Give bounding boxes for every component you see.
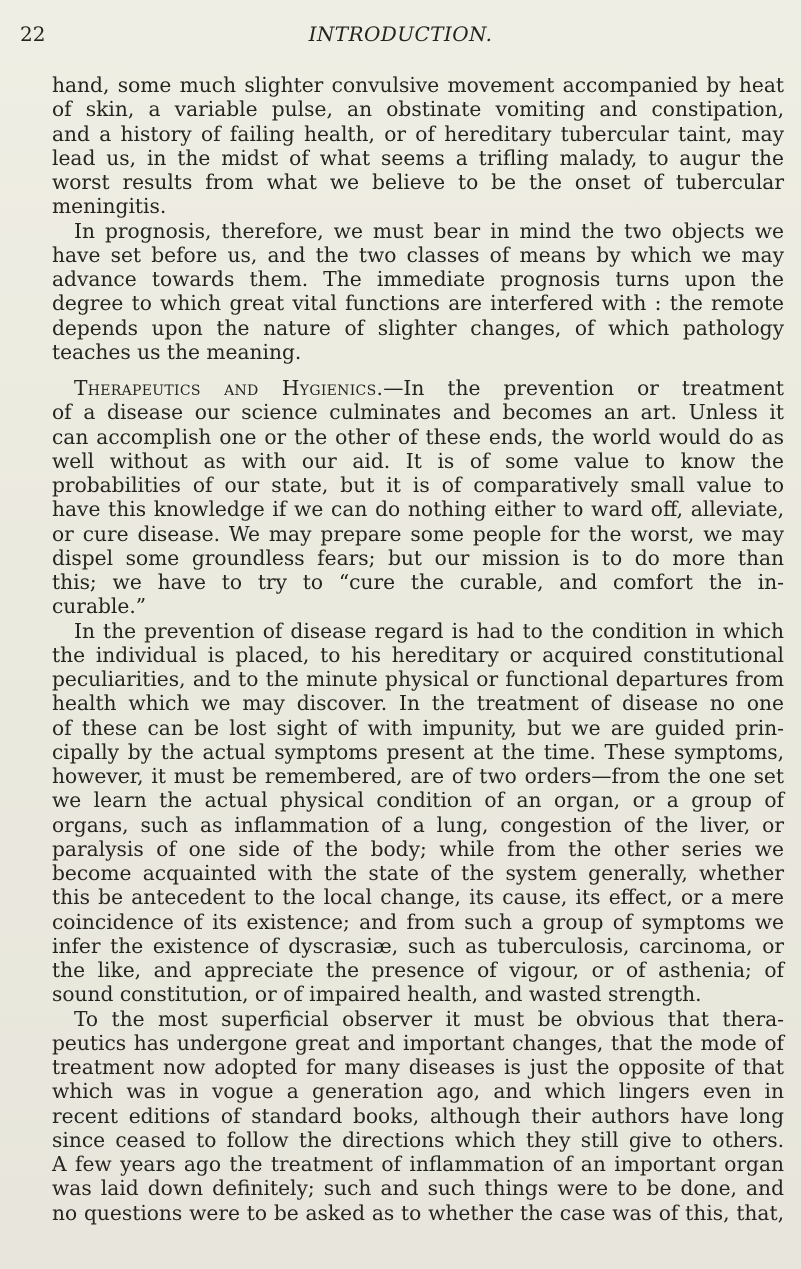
text-line: no questions were to be asked as to whether the case was of this, that, [52,1200,784,1225]
section-heading: Therapeutics and Hygienics. [74,376,384,400]
text-line: infer the existence of dyscrasiæ, such as tuberculosis, carcinoma, or [52,933,784,958]
text-line: health which we may discover. In the treatment of disease no one [52,691,784,716]
text-line: worst results from what we believe to be the onset of tubercular [52,170,784,194]
text-line: peutics has undergone great and important changes, that the mode of [52,1030,784,1055]
text-line: A few years ago the treatment of inflammation of an important organ [52,1152,784,1176]
paragraph-5 [52,1007,784,1225]
text-line: of skin, a variable pulse, an obstinate vomiting and constipation, [52,97,784,122]
text-line: paralysis of one side of the body; while from the other series we [52,836,784,861]
text-line: coincidence of its existence; and from such a group of symptoms we [52,909,784,934]
page-number: 22 [20,22,46,46]
text-line: advance towards them. The immediate prognosis turns upon the [52,267,784,291]
text-line: the like, and appreciate the presence of vigour, or of asthenia; of [52,958,784,982]
text-line: depends upon the nature of slighter changes, of which pathology [52,315,784,340]
text-line: lead us, in the midst of what seems a trifling malady, to augur the [52,145,784,170]
text-line: we learn the actual physical condition of an organ, or a group of [52,788,784,813]
paragraph-1 [52,73,784,219]
running-head: INTRODUCTION. [308,22,493,46]
text-line: well without as with our aid. It is of some value to know the [52,448,784,473]
text-line: which was in vogue a generation ago, and which lingers even in [52,1079,784,1104]
text-line: hand, some much slighter convulsive movement accompanied by heat [52,73,784,97]
text-line: can accomplish one or the other of these ends, the world would do as [52,424,784,449]
text-line: To the most superficial observer it must be obvious that thera- [74,1006,784,1031]
text-line: of a disease our science culminates and becomes an art. Unless it [52,400,784,425]
section-gap [52,364,784,376]
text-line: however, it must be remembered, are of two orders—from the one set [52,764,784,788]
text-line: treatment now adopted for many diseases is just the opposite of that [52,1055,784,1079]
text-line: was laid down definitely; such and such things were to be done, and [52,1176,784,1201]
text-line: since ceased to follow the directions which they still give to others. [52,1127,784,1152]
text-line: of these can be lost sight of with impunity, but we are guided prin- [52,715,784,740]
text-line: become acquainted with the state of the system generally, whether [52,861,784,885]
text-line: this be antecedent to the local change, its cause, its effect, or a mere [52,885,784,910]
text-line: recent editions of standard books, although their authors have long [52,1103,784,1128]
paragraph-2 [52,219,784,365]
text-line: or cure disease. We may prepare some people for the worst, we may [52,521,784,546]
body-text [52,73,784,1225]
text-line [52,376,784,400]
paragraph-4 [52,619,784,1007]
text-line: peculiarities, and to the minute physical or functional departures from [52,667,784,691]
text-line: cipally by the actual symptoms present at the time. These symptoms, [52,739,784,764]
text-line: have set before us, and the two classes of means by which we may [52,242,784,267]
text-line: probabilities of our state, but it is of comparatively small value to [52,473,784,497]
text-line: curable.” [52,594,147,619]
text-line: sound constitution, or of impaired health, and wasted strength. [52,982,702,1007]
text-line: In the prevention of disease regard is had to the condition in which [74,618,784,643]
text-line: meningitis. [52,194,167,219]
paragraph-3 [52,376,784,619]
section-heading-continuation: —In the prevention or treatment [383,376,784,400]
text-line: and a history of failing health, or of hereditary tubercular taint, may [52,121,784,146]
text-line: degree to which great vital functions are interfered with : the remote [52,291,784,316]
page-header [0,20,801,48]
text-line: this; we have to try to “cure the curable, and comfort the in- [52,570,784,594]
text-line: teaches us the meaning. [52,339,302,364]
text-line: the individual is placed, to his hereditary or acquired constitutional [52,642,784,667]
text-line: dispel some groundless fears; but our mission is to do more than [52,545,784,570]
text-line: In prognosis, therefore, we must bear in mind the two objects we [74,218,784,243]
text-line: have this knowledge if we can do nothing either to ward off, alleviate, [52,497,784,522]
text-line: organs, such as inflammation of a lung, congestion of the liver, or [52,812,784,837]
